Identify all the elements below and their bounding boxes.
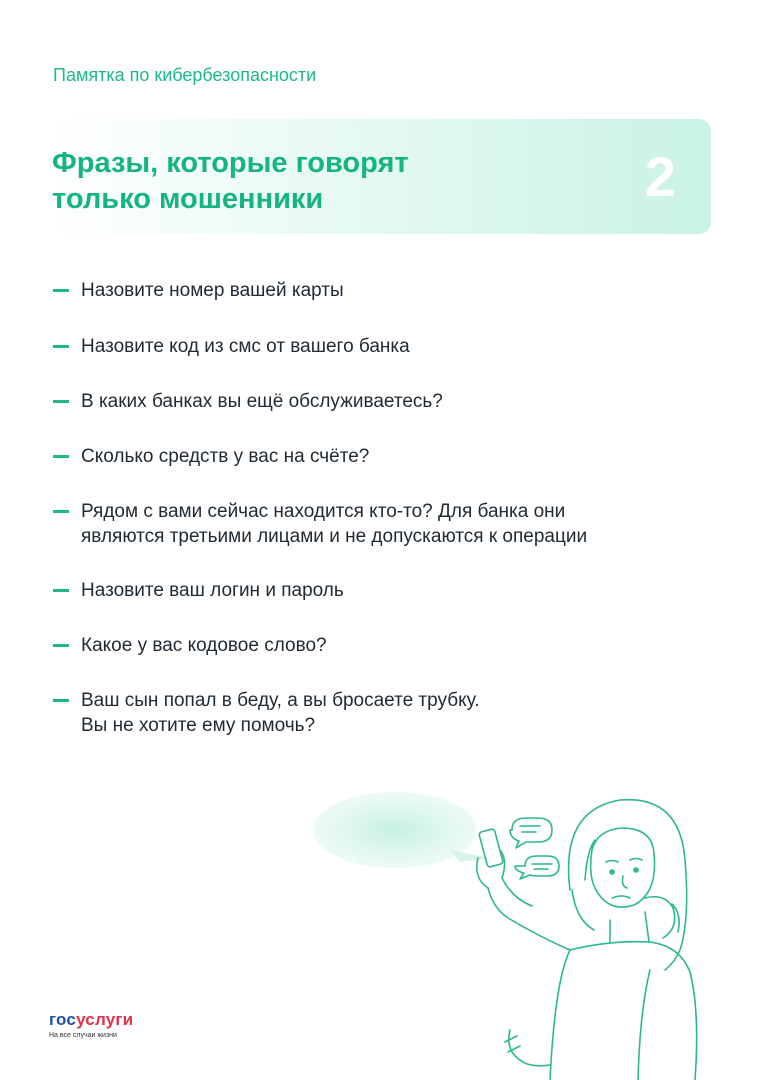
list-item: [53, 444, 369, 469]
list-item: [53, 633, 327, 658]
phrase-text: Сколько средств у вас на счёте?: [81, 446, 370, 467]
dash-icon: [53, 510, 69, 513]
logo-tagline: На все случаи жизни: [49, 1032, 117, 1039]
phrase-text: Ваш сын попал в беду, а вы бросаете трубку. Вы не хотите ему помочь?: [81, 690, 480, 736]
title-banner: [40, 119, 711, 234]
logo-part-gos: гос: [49, 1010, 77, 1029]
memo-label: Памятка по кибербезопасности: [53, 65, 317, 85]
list-item: [53, 578, 344, 603]
dash-icon: [53, 589, 69, 592]
banner-title: Фразы, которые говорят только мошенники: [52, 147, 409, 215]
phrase-text: В каких банках вы ещё обслуживаетесь?: [81, 391, 443, 412]
phrase-text: Назовите ваш логин и пароль: [81, 580, 344, 601]
dash-icon: [53, 644, 69, 647]
dash-icon: [53, 345, 69, 348]
phrase-text: Рядом с вами сейчас находится кто-то? Для банка они являются третьими лицами и не допускаются к операции: [81, 501, 588, 547]
phrase-text: Назовите код из смс от вашего банка: [81, 336, 410, 357]
dash-icon: [53, 289, 69, 292]
speech-bubble-icon: [313, 792, 490, 868]
logo-wordmark: [49, 1010, 133, 1030]
banner-number: 2: [644, 145, 676, 208]
dash-icon: [53, 699, 69, 702]
list-item: [53, 389, 443, 414]
dash-icon: [53, 400, 69, 403]
woman-phone-illustration: [300, 780, 720, 1080]
list-item: [53, 278, 344, 303]
chat-bubble-icon: [515, 856, 559, 879]
list-item: [53, 499, 587, 549]
list-item: [53, 334, 410, 359]
chat-bubble-icon: [510, 818, 552, 848]
list-item: [53, 688, 479, 738]
gosuslugi-logo: [49, 1010, 133, 1039]
dash-icon: [53, 455, 69, 458]
phrase-text: Назовите номер вашей карты: [81, 280, 344, 301]
phone-icon: [479, 829, 504, 868]
logo-part-uslugi: услуги: [76, 1010, 134, 1029]
phrase-text: Какое у вас кодовое слово?: [81, 635, 327, 656]
